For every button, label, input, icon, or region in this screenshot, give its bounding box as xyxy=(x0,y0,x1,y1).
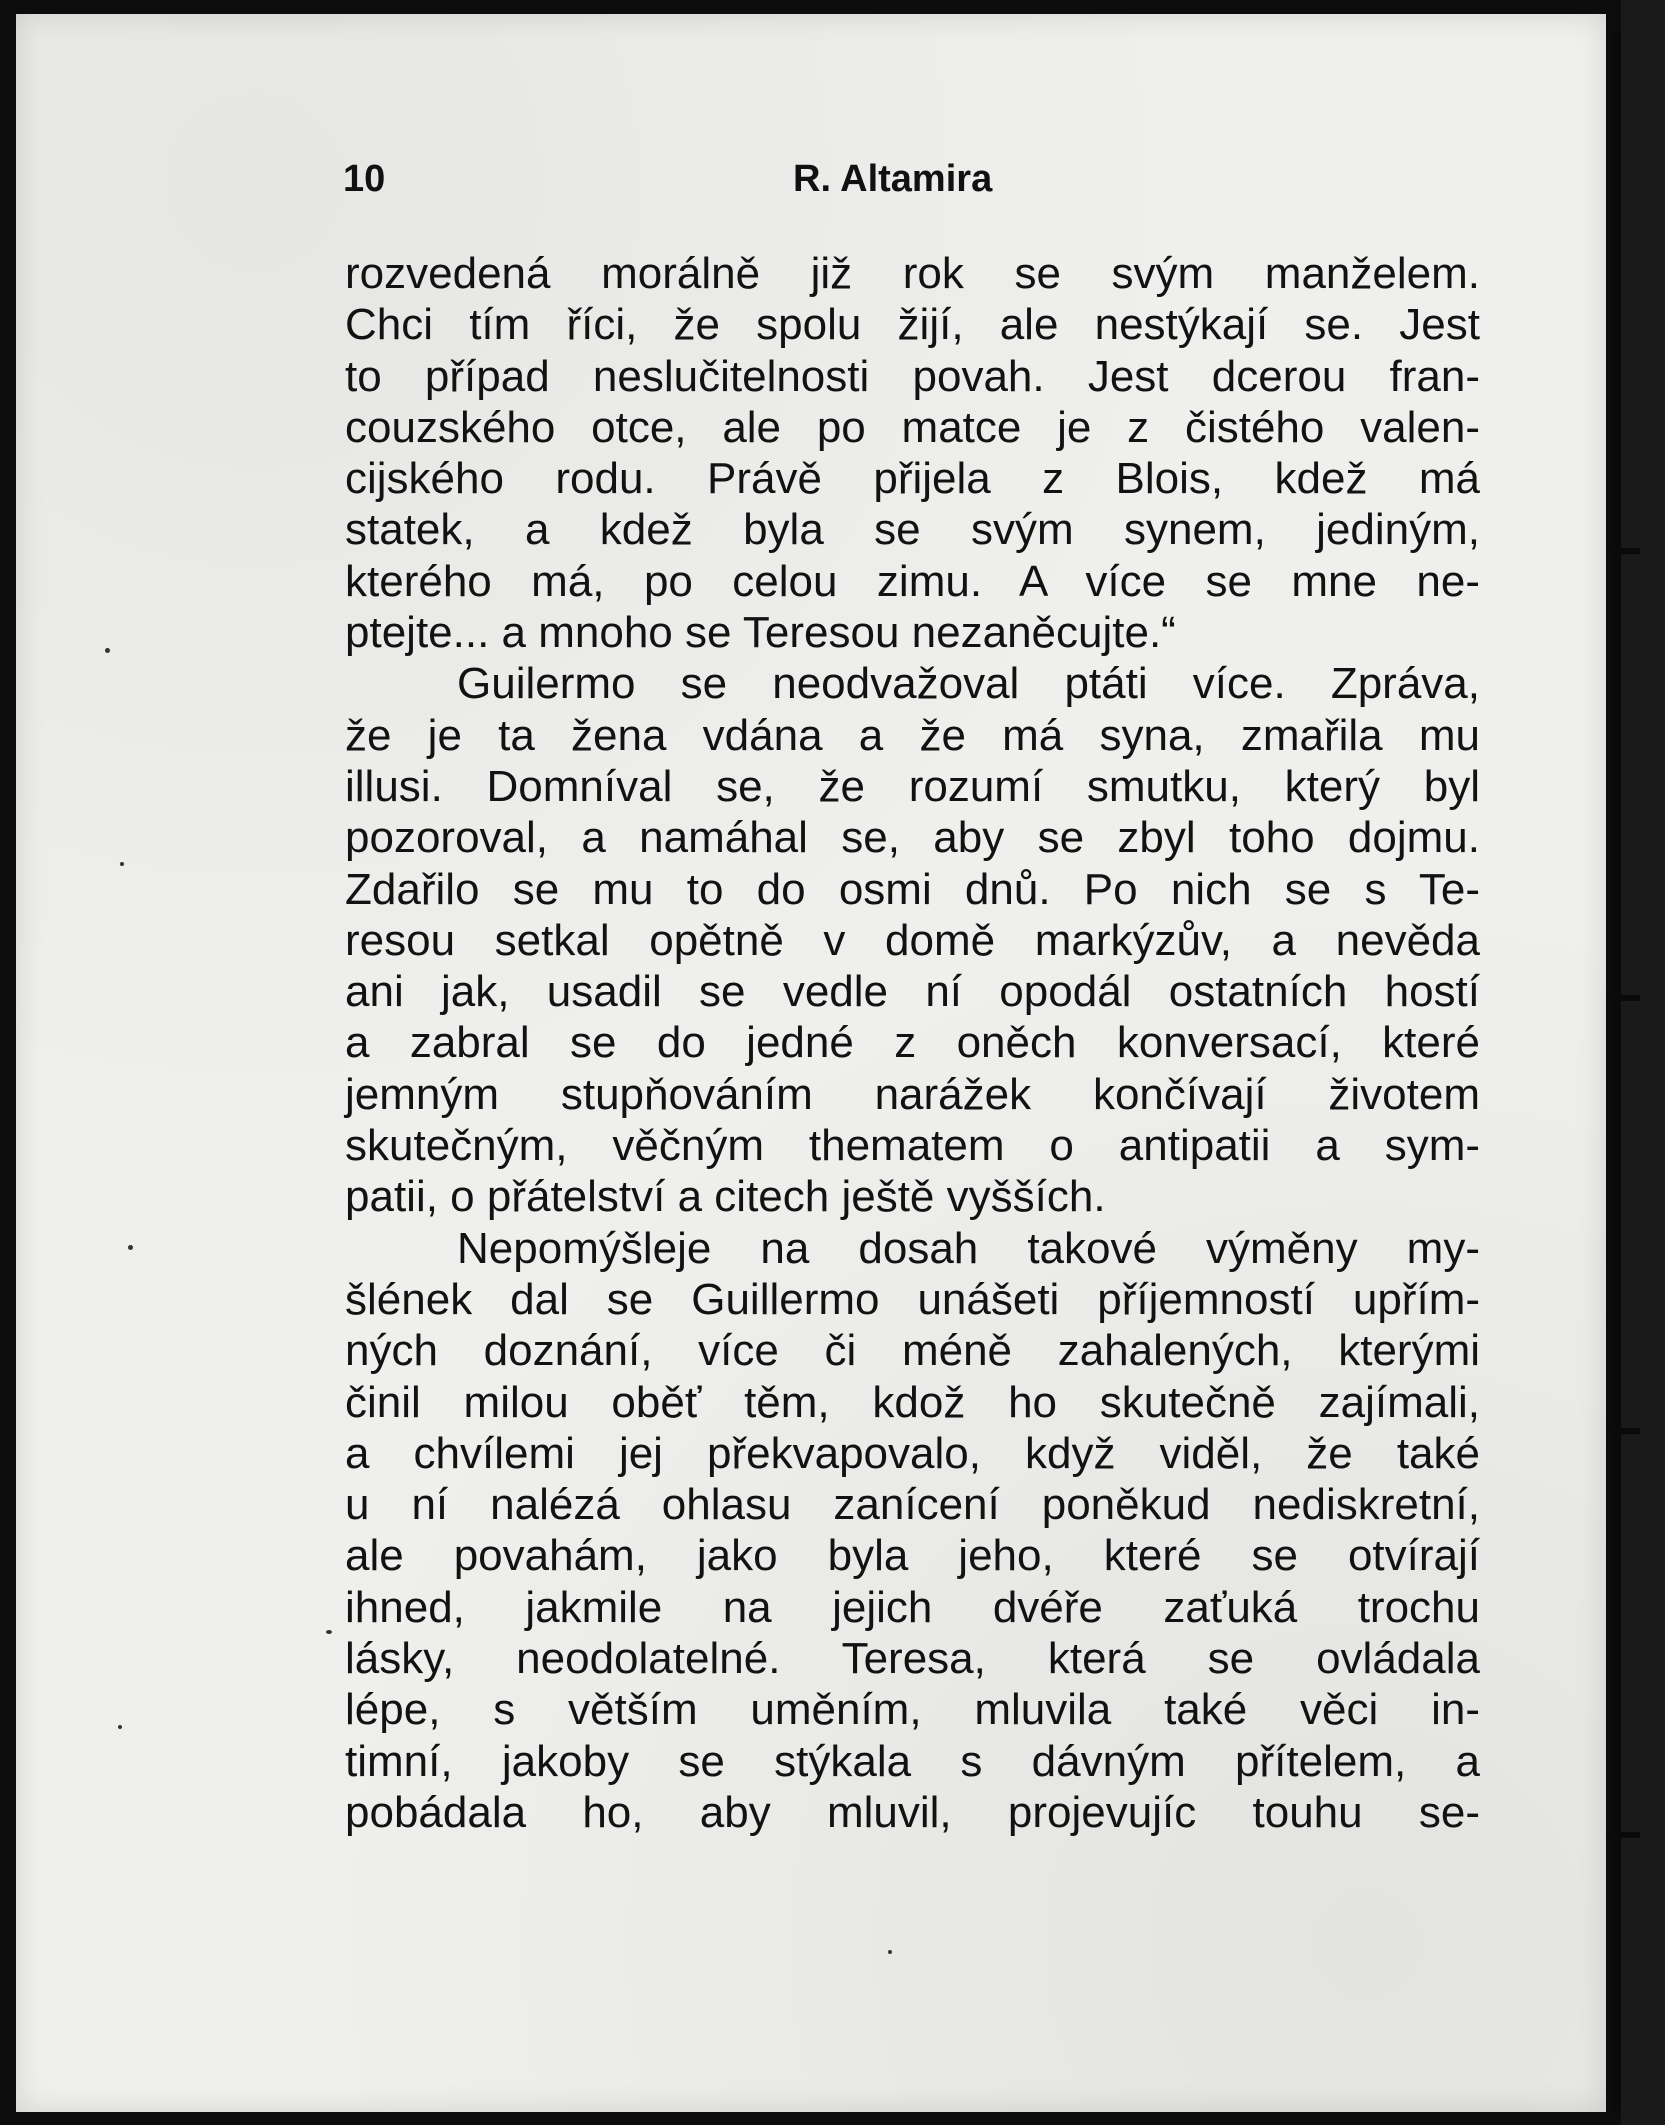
page-edge-shadow xyxy=(1612,30,1621,2110)
text-line: illusi. Domníval se, že rozumí smutku, který byl xyxy=(345,761,1480,811)
binding-mark xyxy=(1606,1832,1640,1838)
paper-speck xyxy=(888,1950,892,1954)
book-gutter xyxy=(1621,0,1665,2125)
binding-mark xyxy=(1606,548,1640,554)
paper-speck xyxy=(105,648,110,653)
body-text xyxy=(345,248,1480,1838)
paper-speck xyxy=(118,1725,122,1729)
text-line: činil milou oběť těm, kdož ho skutečně zajímali, xyxy=(345,1377,1480,1427)
text-line: Chci tím říci, že spolu žijí, ale nestýkají se. Jest xyxy=(345,300,1480,350)
paper-speck xyxy=(120,862,124,866)
text-line: u ní nalézá ohlasu zanícení poněkud nediskretní, xyxy=(345,1480,1480,1530)
text-line: Zdařilo se mu to do osmi dnů. Po nich se s Te- xyxy=(345,864,1480,914)
text-line: to případ neslučitelnosti povah. Jest dcerou fran- xyxy=(345,351,1480,401)
paper-speck xyxy=(326,1630,332,1634)
text-line: ptejte... a mnoho se Teresou nezaněcujte.“ xyxy=(345,608,1176,658)
page-header xyxy=(343,158,1473,218)
page-number: 10 xyxy=(343,158,386,200)
text-line: ihned, jakmile na jejich dvéře zaťuká trochu xyxy=(345,1582,1480,1632)
text-line: Guilermo se neodvažoval ptáti více. Zpráva, xyxy=(457,659,1480,709)
text-line: že je ta žena vdána a že má syna, zmařila mu xyxy=(345,710,1480,760)
text-line: šlének dal se Guillermo unášeti příjemností upřím- xyxy=(345,1274,1480,1324)
binding-mark xyxy=(1606,1428,1640,1434)
text-line: couzského otce, ale po matce je z čistého valen- xyxy=(345,402,1480,452)
text-line: lásky, neodolatelné. Teresa, která se ovládala xyxy=(345,1634,1480,1684)
text-line: ných doznání, více či méně zahalených, kterými xyxy=(345,1326,1480,1376)
text-line: statek, a kdež byla se svým synem, jediným, xyxy=(345,505,1480,555)
text-line: skutečným, věčným thematem o antipatii a sym- xyxy=(345,1121,1480,1171)
text-line: rozvedená morálně již rok se svým manželem. xyxy=(345,249,1480,298)
binding-mark xyxy=(1606,995,1640,1001)
text-line: Nepomýšleje na dosah takové výměny my- xyxy=(457,1223,1480,1273)
text-line: pozoroval, a namáhal se, aby se zbyl toho dojmu. xyxy=(345,813,1480,863)
text-line: pobádala ho, aby mluvil, projevujíc touhu se- xyxy=(345,1787,1480,1837)
text-line: cijského rodu. Právě přijela z Blois, kdež má xyxy=(345,454,1480,504)
text-line: ani jak, usadil se vedle ní opodál ostatních hostí xyxy=(345,967,1480,1017)
text-line: ale povahám, jako byla jeho, které se otvírají xyxy=(345,1531,1480,1581)
text-line: timní, jakoby se stýkala s dávným přítelem, a xyxy=(345,1736,1480,1786)
text-line: patii, o přátelství a citech ještě vyšších. xyxy=(345,1172,1106,1222)
text-line: resou setkal opětně v domě markýzův, a nevěda xyxy=(345,915,1480,965)
text-line: a zabral se do jedné z oněch konversací, které xyxy=(345,1018,1480,1068)
text-line: jemným stupňováním narážek končívají životem xyxy=(345,1069,1480,1119)
paper-speck xyxy=(128,1245,133,1250)
text-line: kterého má, po celou zimu. A více se mne ne- xyxy=(345,556,1480,606)
text-line: lépe, s větším uměním, mluvila také věci in- xyxy=(345,1685,1480,1735)
running-head: R. Altamira xyxy=(793,158,993,200)
text-line: a chvílemi jej překvapovalo, když viděl, že také xyxy=(345,1428,1480,1478)
